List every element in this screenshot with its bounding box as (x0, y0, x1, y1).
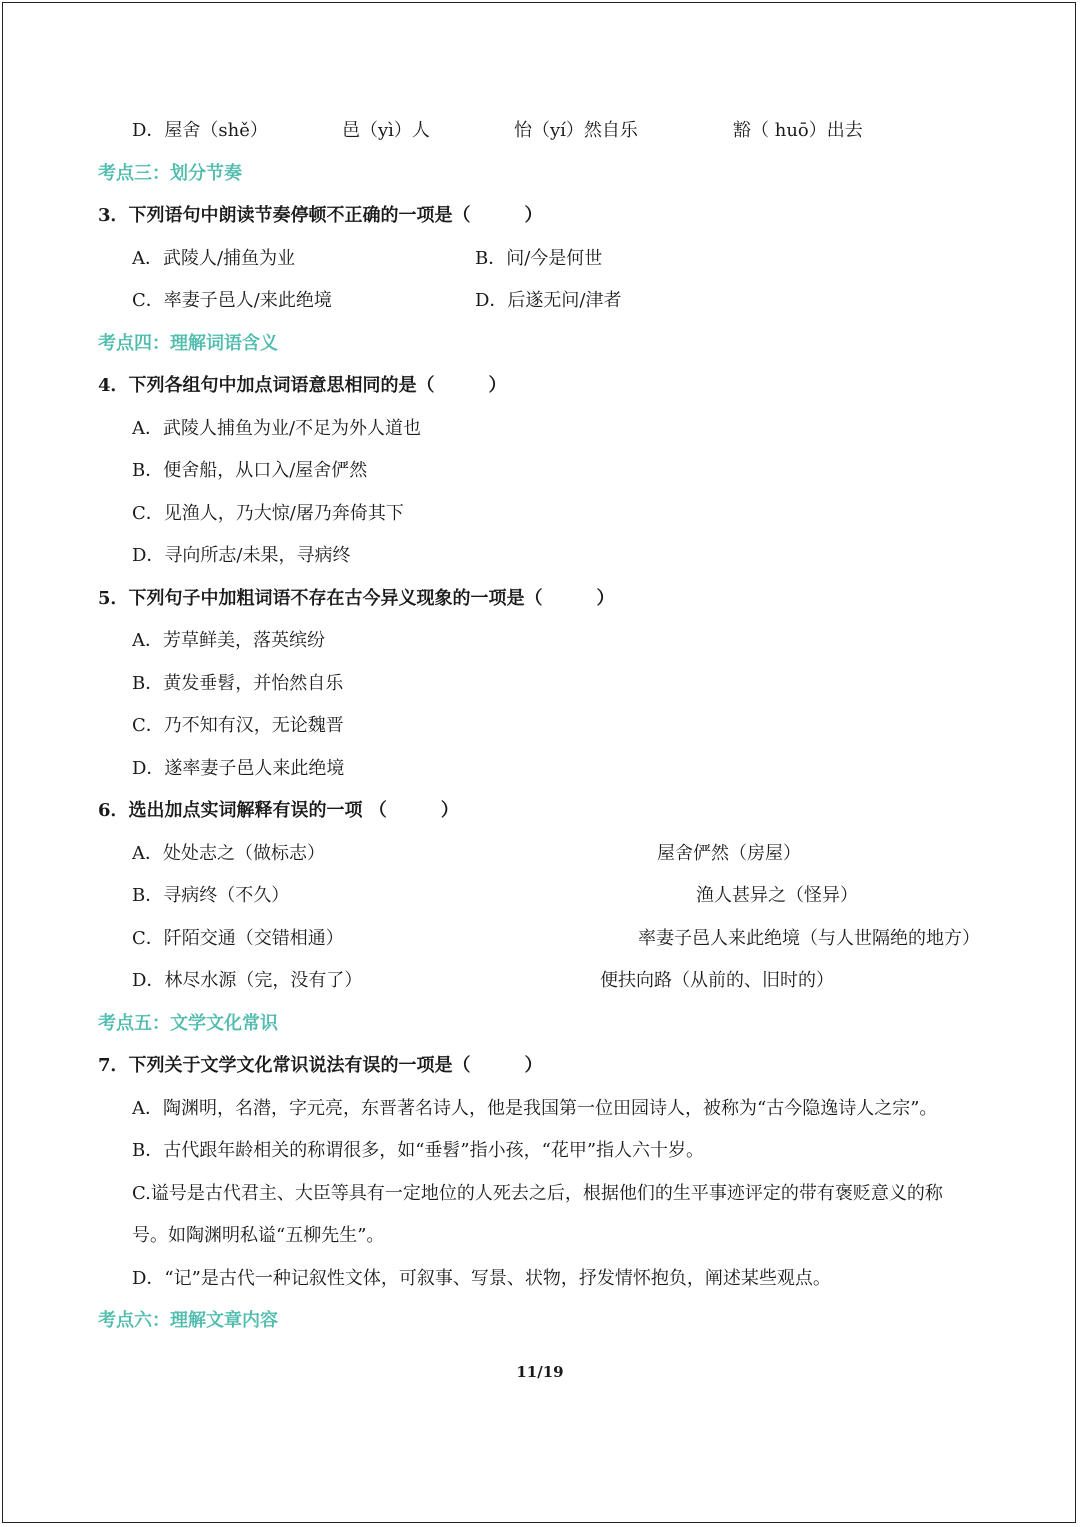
section-heading-6: 考点六：理解文章内容 (98, 1310, 278, 1331)
section-heading-5: 考点五：文学文化常识 (98, 1013, 278, 1034)
section-heading-4: 考点四：理解词语含义 (98, 333, 278, 354)
section-heading-3: 考点三：划分节奏 (98, 163, 242, 184)
q2-option-d-item1: D．屋舍（shě） (132, 120, 268, 141)
q3-option-a: A．武陵人/捕鱼为业 (132, 248, 296, 269)
q7-option-c-line2: 号。如陶渊明私谥“五柳先生”。 (132, 1225, 385, 1246)
q4-option-b: B．便舍船，从口入/屋舍俨然 (132, 460, 368, 481)
page-number: 11/19 (516, 1363, 564, 1381)
q6-option-d-left: D．林尽水源（完，没有了） (132, 970, 363, 991)
question-5: 5．下列句子中加粗词语不存在古今异义现象的一项是（ ） (98, 588, 615, 609)
q5-option-c: C．乃不知有汉，无论魏晋 (132, 715, 344, 736)
question-3: 3．下列语句中朗读节奏停顿不正确的一项是（ ） (98, 205, 543, 226)
q4-option-d: D．寻向所志/未果，寻病终 (132, 545, 351, 566)
q6-option-b-left: B．寻病终（不久） (132, 885, 290, 906)
q4-option-c: C．见渔人，乃大惊/屠乃奔倚其下 (132, 503, 404, 524)
q5-option-b: B．黄发垂髫，并怡然自乐 (132, 673, 344, 694)
q6-option-a-right: 屋舍俨然（房屋） (657, 843, 801, 864)
q2-option-d-item4: 豁（ huō）出去 (733, 120, 863, 141)
q7-option-d: D．“记”是古代一种记叙性文体，可叙事、写景、状物，抒发情怀抱负，阐述某些观点。 (132, 1268, 831, 1289)
question-6: 6．选出加点实词解释有误的一项 （ ） (98, 800, 459, 821)
q3-option-b: B．问/今是何世 (475, 248, 603, 269)
q6-option-c-left: C．阡陌交通（交错相通） (132, 928, 344, 949)
q6-option-b-right: 渔人甚异之（怪异） (696, 885, 858, 906)
q3-option-d: D．后遂无问/津者 (475, 290, 622, 311)
q5-option-d: D．遂率妻子邑人来此绝境 (132, 758, 345, 779)
q6-option-a-left: A．处处志之（做标志） (132, 843, 325, 864)
q7-option-c-line1: C.谥号是古代君主、大臣等具有一定地位的人死去之后，根据他们的生平事迹评定的带有褒贬意义的称 (132, 1183, 943, 1204)
q3-option-c: C．率妻子邑人/来此绝境 (132, 290, 332, 311)
q2-option-d-item3: 怡（yí）然自乐 (514, 120, 638, 141)
q2-option-d-item2: 邑（yì）人 (342, 120, 430, 141)
q6-option-c-right: 率妻子邑人来此绝境（与人世隔绝的地方） (638, 928, 980, 949)
q6-option-d-right: 便扶向路（从前的、旧时的） (600, 970, 834, 991)
q7-option-b: B．古代跟年龄相关的称谓很多，如“垂髫”指小孩，“花甲”指人六十岁。 (132, 1140, 705, 1161)
question-4: 4．下列各组句中加点词语意思相同的是（ ） (98, 375, 507, 396)
question-7: 7．下列关于文学文化常识说法有误的一项是（ ） (98, 1055, 543, 1076)
q5-option-a: A．芳草鲜美，落英缤纷 (132, 630, 325, 651)
q7-option-a: A．陶渊明，名潜，字元亮，东晋著名诗人，他是我国第一位田园诗人，被称为“古今隐逸诗人之宗”。 (132, 1098, 938, 1119)
q4-option-a: A．武陵人捕鱼为业/不足为外人道也 (132, 418, 422, 439)
